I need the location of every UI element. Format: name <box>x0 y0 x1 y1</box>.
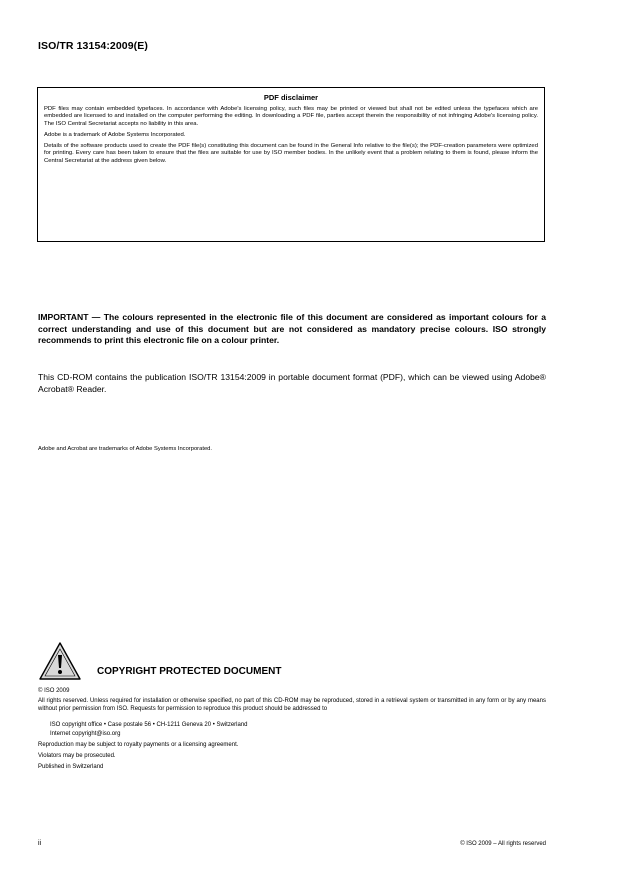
cdrom-notice: This CD-ROM contains the publication ISO/TR 13154:2009 in portable document format (PDF), which can be viewed using Adobe® Acrobat® Reader. <box>38 372 546 394</box>
warning-triangle-icon <box>38 641 82 681</box>
copyright-reproduction: Reproduction may be subject to royalty payments or a licensing agreement. <box>38 742 239 748</box>
copyright-published: Published in Switzerland <box>38 764 104 770</box>
copyright-violators: Violators may be prosecuted. <box>38 753 116 759</box>
copyright-internet: Internet copyright@iso.org <box>50 731 121 737</box>
copyright-rights-text: All rights reserved. Unless required for installation or otherwise specified, no part of this CD-ROM may be reproduced, stored in a retrieval system or transmitted in any form or by any means without prior permission from ISO. Requests for permission to reproduce this product should be addressed to <box>38 698 546 712</box>
disclaimer-paragraph-typefaces: PDF files may contain embedded typefaces. In accordance with Adobe's licensing policy, such files may be printed or viewed but shall not be edited unless the typefaces which are embedded are licensed to and installed on the computer performing the editing. In downloading a PDF file, parties accept therein the responsibility of not infringing Adobe's licensing policy. The ISO Central Secretariat accepts no liability in this area. <box>44 106 538 127</box>
footer-rights: © ISO 2009 – All rights reserved <box>460 841 546 847</box>
copyright-year: © ISO 2009 <box>38 688 70 694</box>
page-number: ii <box>38 840 42 847</box>
important-colour-notice: IMPORTANT — The colours represented in the electronic file of this document are considered as important colours for a correct understanding and use of this document but are not considered as mandatory precise colours. ISO strongly recommends to print this electronic file on a colour printer. <box>38 312 546 346</box>
disclaimer-paragraph-details: Details of the software products used to create the PDF file(s) constituting this document can be found in the General Info relative to the file(s); the PDF-creation parameters were optimized for printing. Every care has been taken to ensure that the files are suitable for use by ISO member bodies. In the unlikely event that a problem relating to them is found, please inform the Central Secretariat at the address given below. <box>44 143 538 164</box>
document-id-header: ISO/TR 13154:2009(E) <box>38 40 148 52</box>
disclaimer-title: PDF disclaimer <box>263 93 319 102</box>
disclaimer-paragraph-trademark: Adobe is a trademark of Adobe Systems Incorporated. <box>44 131 186 138</box>
copyright-title: COPYRIGHT PROTECTED DOCUMENT <box>97 666 282 677</box>
copyright-office-address: ISO copyright office • Case postale 56 • CH-1211 Geneva 20 • Switzerland <box>50 722 248 728</box>
pdf-disclaimer-box <box>37 87 545 242</box>
trademark-note: Adobe and Acrobat are trademarks of Adobe Systems Incorporated. <box>38 446 213 452</box>
